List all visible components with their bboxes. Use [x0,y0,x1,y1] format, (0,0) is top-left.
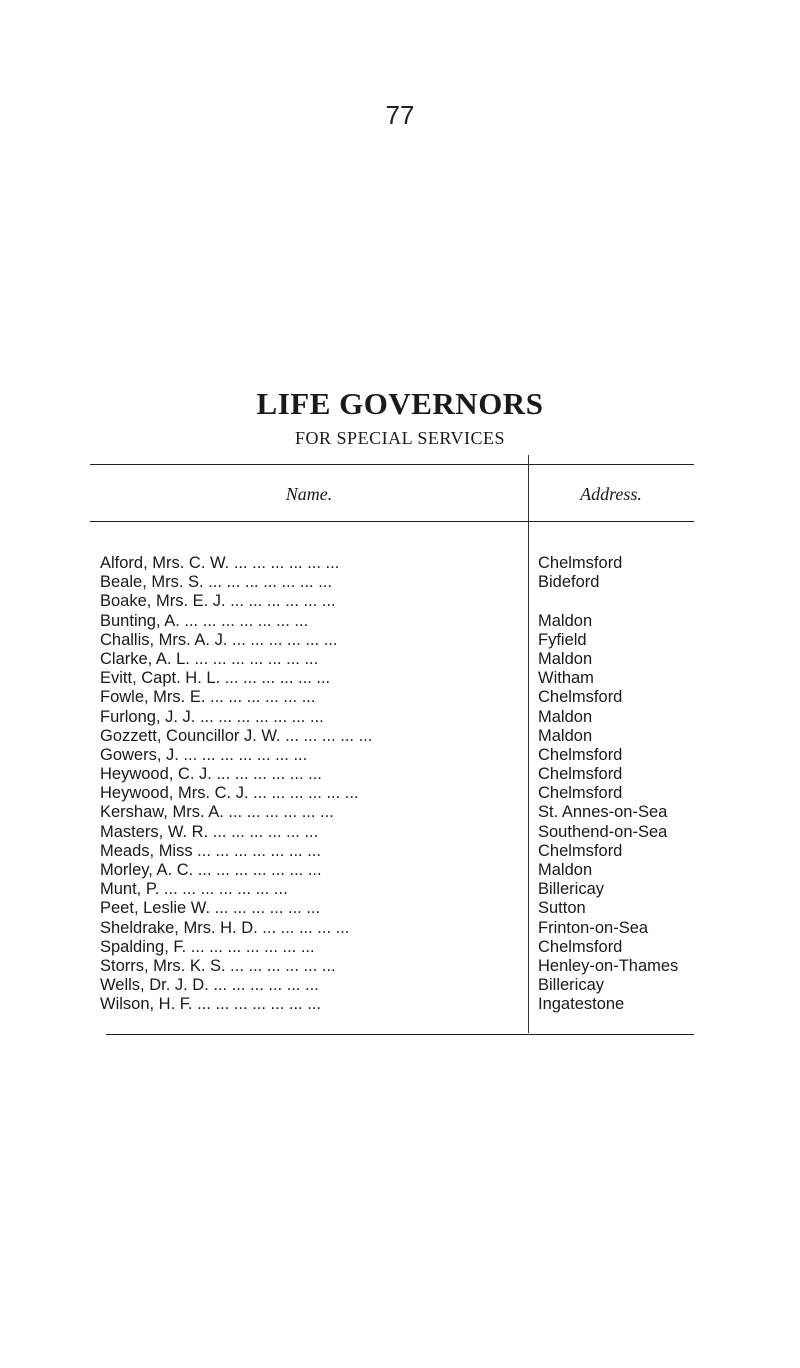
table-row [0,861,800,880]
governor-address: Chelmsford [538,765,623,784]
governor-address: Billericay [538,880,605,899]
governor-address: Ingatestone [538,995,625,1014]
table-row [0,708,800,727]
table-row [0,669,800,688]
governor-address: Chelmsford [538,745,623,764]
table-row [0,573,800,592]
governor-name: Bunting, A. ... ... ... ... ... ... ... [100,611,309,630]
governor-address: St. Annes-on-Sea [538,803,668,822]
governor-name: Clarke, A. L. ... ... ... ... ... ... ... [100,649,319,668]
table-row [0,765,800,784]
governor-address: Chelmsford [538,784,623,803]
governor-name: Evitt, Capt. H. L. ... ... ... ... ... ... [100,669,331,688]
governor-address: Southend-on-Sea [538,822,668,841]
governor-name: Sheldrake, Mrs. H. D. ... ... ... ... ... [100,918,350,937]
table-top-rule [90,464,694,465]
governors-table [0,554,800,1015]
address-column-header: Address. [580,484,642,504]
governor-address: Maldon [538,861,593,879]
table-row [0,995,800,1014]
governor-name: Fowle, Mrs. E. ... ... ... ... ... ... [100,688,316,707]
table-row [0,784,800,803]
governor-name: Munt, P. ... ... ... ... ... ... ... [100,880,288,899]
governor-name: Heywood, Mrs. C. J. ... ... ... ... ... ... [100,784,359,803]
table-row [0,803,800,822]
table-row [0,976,800,995]
governor-address: Billericay [538,976,605,995]
governor-address: Chelmsford [538,554,623,572]
governor-address: Frinton-on-Sea [538,918,649,937]
table-row [0,919,800,938]
governor-name: Gozzett, Councillor J. W. ... ... ... ... ... [100,726,373,745]
table-row [0,631,800,650]
table-row [0,612,800,631]
header-rule [90,521,694,522]
governor-name: Alford, Mrs. C. W. ... ... ... ... ... ... [100,554,340,572]
table-row [0,727,800,746]
governor-name: Kershaw, Mrs. A. ... ... ... ... ... ... [100,803,334,822]
table-row [0,688,800,707]
table-row [0,823,800,842]
table-row [0,554,800,573]
governor-name: Boake, Mrs. E. J. ... ... ... ... ... ... [100,592,336,611]
governor-name: Storrs, Mrs. K. S. ... ... ... ... ... ... [100,956,336,975]
name-column-header: Name. [285,484,333,504]
table-row [0,650,800,669]
governor-address: Maldon [538,707,593,726]
governor-name: Challis, Mrs. A. J. ... ... ... ... ... ... [100,630,338,649]
governor-name: Morley, A. C. ... ... ... ... ... ... ... [100,861,322,879]
governor-name: Gowers, J. ... ... ... ... ... ... ... [100,745,308,764]
governor-address: Chelmsford [538,937,623,956]
page-subtitle: FOR SPECIAL SERVICES [295,428,505,448]
governor-name: Furlong, J. J. ... ... ... ... ... ... ... [100,707,324,726]
governor-address: Maldon [538,726,593,745]
table-row [0,880,800,899]
governor-name: Meads, Miss ... ... ... ... ... ... ... [100,841,321,860]
page-number: 77 [385,100,415,130]
governor-address: Witham [538,669,594,688]
table-row [0,746,800,765]
governor-address: Fyfield [538,630,587,649]
table-row [0,957,800,976]
page-title: LIFE GOVERNORS [256,386,544,421]
governor-address: Sutton [538,899,586,918]
governor-address: Chelmsford [538,688,623,707]
governor-address: Chelmsford [538,841,623,860]
governor-name: Masters, W. R. ... ... ... ... ... ... [100,822,319,841]
governor-address: Maldon [538,649,593,668]
governor-address: Maldon [538,611,593,630]
table-row [0,899,800,918]
table-bottom-rule [106,1034,694,1035]
table-row [0,938,800,957]
governor-name: Peet, Leslie W. ... ... ... ... ... ... [100,899,321,918]
table-row [0,842,800,861]
governor-name: Heywood, C. J. ... ... ... ... ... ... [100,765,322,784]
table-row [0,592,800,611]
governor-address: Bideford [538,573,600,592]
governor-name: Wells, Dr. J. D. ... ... ... ... ... ... [100,976,319,995]
governor-name: Beale, Mrs. S. ... ... ... ... ... ... ... [100,573,332,592]
governor-name: Wilson, H. F. ... ... ... ... ... ... ... [100,995,321,1014]
governor-name: Spalding, F. ... ... ... ... ... ... ... [100,937,315,956]
governor-address: Henley-on-Thames [538,956,679,975]
